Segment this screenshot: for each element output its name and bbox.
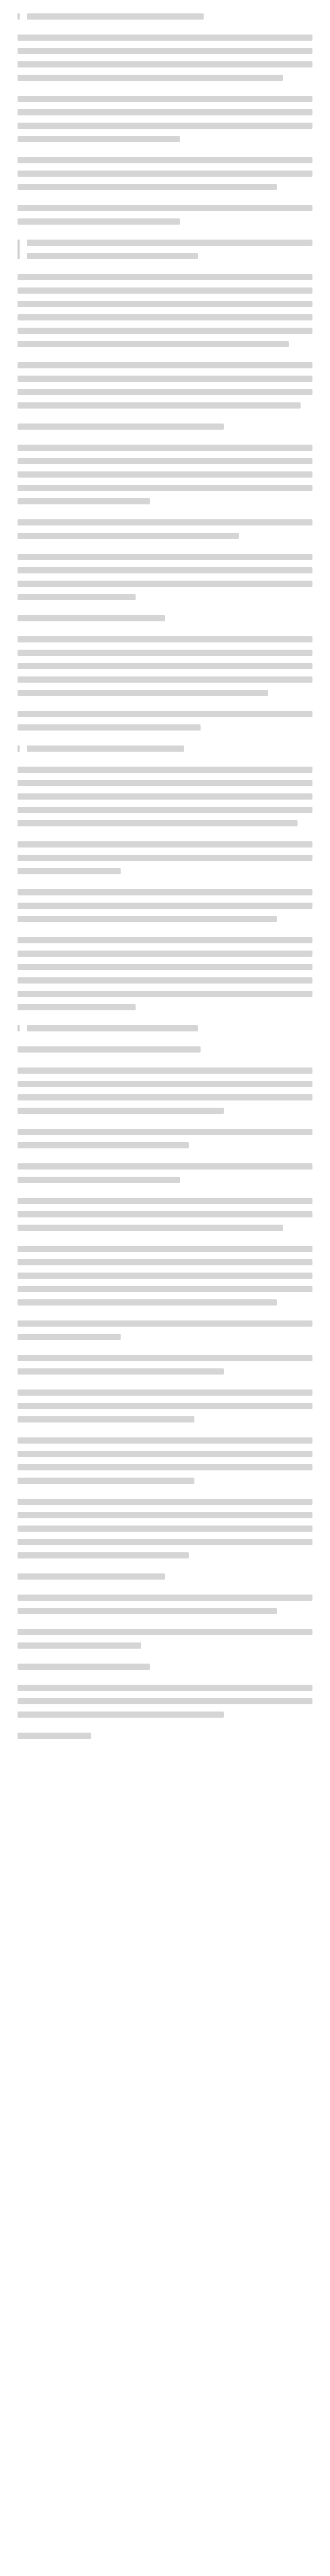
paragraph xyxy=(18,1129,312,1148)
text-line xyxy=(18,1733,91,1739)
text-line xyxy=(18,301,312,307)
text-line xyxy=(18,471,312,478)
text-line xyxy=(18,1512,312,1518)
text-line xyxy=(18,109,312,115)
text-line xyxy=(18,807,312,813)
text-line xyxy=(27,240,312,246)
paragraph xyxy=(18,1046,312,1053)
text-line xyxy=(18,1094,312,1100)
text-line xyxy=(18,1608,277,1614)
text-line xyxy=(18,977,312,984)
text-line xyxy=(18,362,312,368)
text-line xyxy=(18,218,180,225)
text-line xyxy=(18,1320,312,1327)
paragraph xyxy=(18,1389,312,1422)
text-line xyxy=(18,554,312,560)
text-line xyxy=(18,676,312,683)
text-line xyxy=(18,184,277,190)
paragraph xyxy=(18,423,312,430)
text-line xyxy=(18,567,312,573)
text-line xyxy=(18,1259,312,1265)
paragraph xyxy=(18,636,312,696)
text-line xyxy=(18,991,312,997)
text-line xyxy=(18,1499,312,1505)
text-line xyxy=(18,61,312,67)
quote-paragraph xyxy=(18,1025,312,1031)
paragraph xyxy=(18,519,312,539)
paragraph xyxy=(18,841,312,874)
text-line xyxy=(27,253,198,259)
text-line xyxy=(18,157,312,163)
text-line xyxy=(18,793,312,800)
text-line xyxy=(18,533,239,539)
text-line xyxy=(18,1211,312,1217)
text-line xyxy=(18,287,312,294)
text-line xyxy=(18,937,312,943)
paragraph xyxy=(18,274,312,347)
paragraph xyxy=(18,767,312,826)
text-line xyxy=(18,1629,312,1635)
text-line xyxy=(27,1025,198,1031)
paragraph xyxy=(18,1685,312,1718)
text-line xyxy=(18,916,277,922)
paragraph xyxy=(18,1499,312,1558)
paragraph xyxy=(18,1664,312,1670)
text-line xyxy=(18,780,312,786)
text-line xyxy=(18,663,312,669)
text-line xyxy=(18,1526,312,1532)
text-line xyxy=(18,636,312,642)
text-line xyxy=(18,1595,312,1601)
text-line xyxy=(18,1273,312,1279)
text-line xyxy=(18,1286,312,1292)
text-line xyxy=(18,1081,312,1087)
text-line xyxy=(18,841,312,848)
paragraph xyxy=(18,157,312,190)
text-line xyxy=(18,1299,277,1306)
text-line xyxy=(18,903,312,909)
text-line xyxy=(18,690,268,696)
text-line xyxy=(18,1403,312,1409)
paragraph xyxy=(18,35,312,81)
quote-paragraph xyxy=(18,745,312,752)
text-line xyxy=(18,868,121,874)
text-line xyxy=(18,1664,150,1670)
paragraph xyxy=(18,1320,312,1340)
text-line xyxy=(18,35,312,41)
text-line xyxy=(18,123,312,129)
quote-paragraph xyxy=(18,13,312,20)
paragraph xyxy=(18,205,312,225)
text-line xyxy=(18,1108,224,1114)
text-line xyxy=(18,650,312,656)
paragraph xyxy=(18,1573,312,1580)
text-line xyxy=(18,615,165,621)
text-line xyxy=(18,1451,312,1457)
text-line xyxy=(18,1437,312,1444)
text-line xyxy=(18,136,180,142)
text-line xyxy=(18,1129,312,1135)
paragraph xyxy=(18,1163,312,1183)
text-line xyxy=(18,1552,189,1558)
text-line xyxy=(18,767,312,773)
text-line xyxy=(18,711,312,717)
paragraph xyxy=(18,1733,312,1739)
paragraph xyxy=(18,1355,312,1375)
text-line xyxy=(18,314,312,320)
text-line xyxy=(18,1573,165,1580)
text-line xyxy=(18,1416,194,1422)
paragraph xyxy=(18,362,312,409)
text-line xyxy=(18,855,312,861)
quote-paragraph xyxy=(18,240,312,259)
text-line xyxy=(18,519,312,526)
text-line xyxy=(18,96,312,102)
text-line xyxy=(18,1368,224,1375)
text-line xyxy=(18,1334,121,1340)
paragraph xyxy=(18,1067,312,1114)
text-line xyxy=(18,1478,194,1484)
text-line xyxy=(18,328,312,334)
text-line xyxy=(18,498,150,504)
paragraph xyxy=(18,554,312,600)
paragraph xyxy=(18,1198,312,1231)
text-line xyxy=(18,1246,312,1252)
text-line xyxy=(18,1142,189,1148)
text-line xyxy=(18,951,312,957)
text-line xyxy=(18,1163,312,1170)
text-line xyxy=(18,1355,312,1361)
text-line xyxy=(18,485,312,491)
paragraph xyxy=(18,711,312,731)
paragraph xyxy=(18,615,312,621)
text-line xyxy=(18,389,312,395)
text-line xyxy=(27,745,184,752)
text-line xyxy=(18,1698,312,1704)
text-line xyxy=(18,1685,312,1691)
paragraph xyxy=(18,1595,312,1614)
text-line xyxy=(18,171,312,177)
text-line xyxy=(18,376,312,382)
paragraph xyxy=(18,445,312,504)
text-line xyxy=(18,1539,312,1545)
text-line xyxy=(18,1642,141,1649)
text-line xyxy=(18,1464,312,1470)
text-line xyxy=(18,423,224,430)
text-line xyxy=(18,1067,312,1074)
paragraph xyxy=(18,1629,312,1649)
text-line xyxy=(18,458,312,464)
text-line xyxy=(18,341,289,347)
text-line xyxy=(18,445,312,451)
text-line xyxy=(18,724,201,731)
paragraph xyxy=(18,96,312,142)
text-line xyxy=(18,1225,283,1231)
text-line xyxy=(18,581,312,587)
text-line xyxy=(18,889,312,895)
text-line xyxy=(18,1389,312,1396)
text-line xyxy=(18,402,301,409)
paragraph xyxy=(18,937,312,1010)
text-line xyxy=(18,1177,180,1183)
text-line xyxy=(18,48,312,54)
text-line xyxy=(18,75,283,81)
text-line xyxy=(18,820,298,826)
text-line xyxy=(27,13,204,20)
text-line xyxy=(18,1711,224,1718)
text-line xyxy=(18,1046,201,1053)
paragraph xyxy=(18,1437,312,1484)
paragraph xyxy=(18,1246,312,1306)
text-line xyxy=(18,1198,312,1204)
text-line xyxy=(18,1004,136,1010)
text-line xyxy=(18,274,312,280)
text-line xyxy=(18,205,312,211)
paragraph xyxy=(18,889,312,922)
text-line xyxy=(18,964,312,970)
text-line xyxy=(18,594,136,600)
